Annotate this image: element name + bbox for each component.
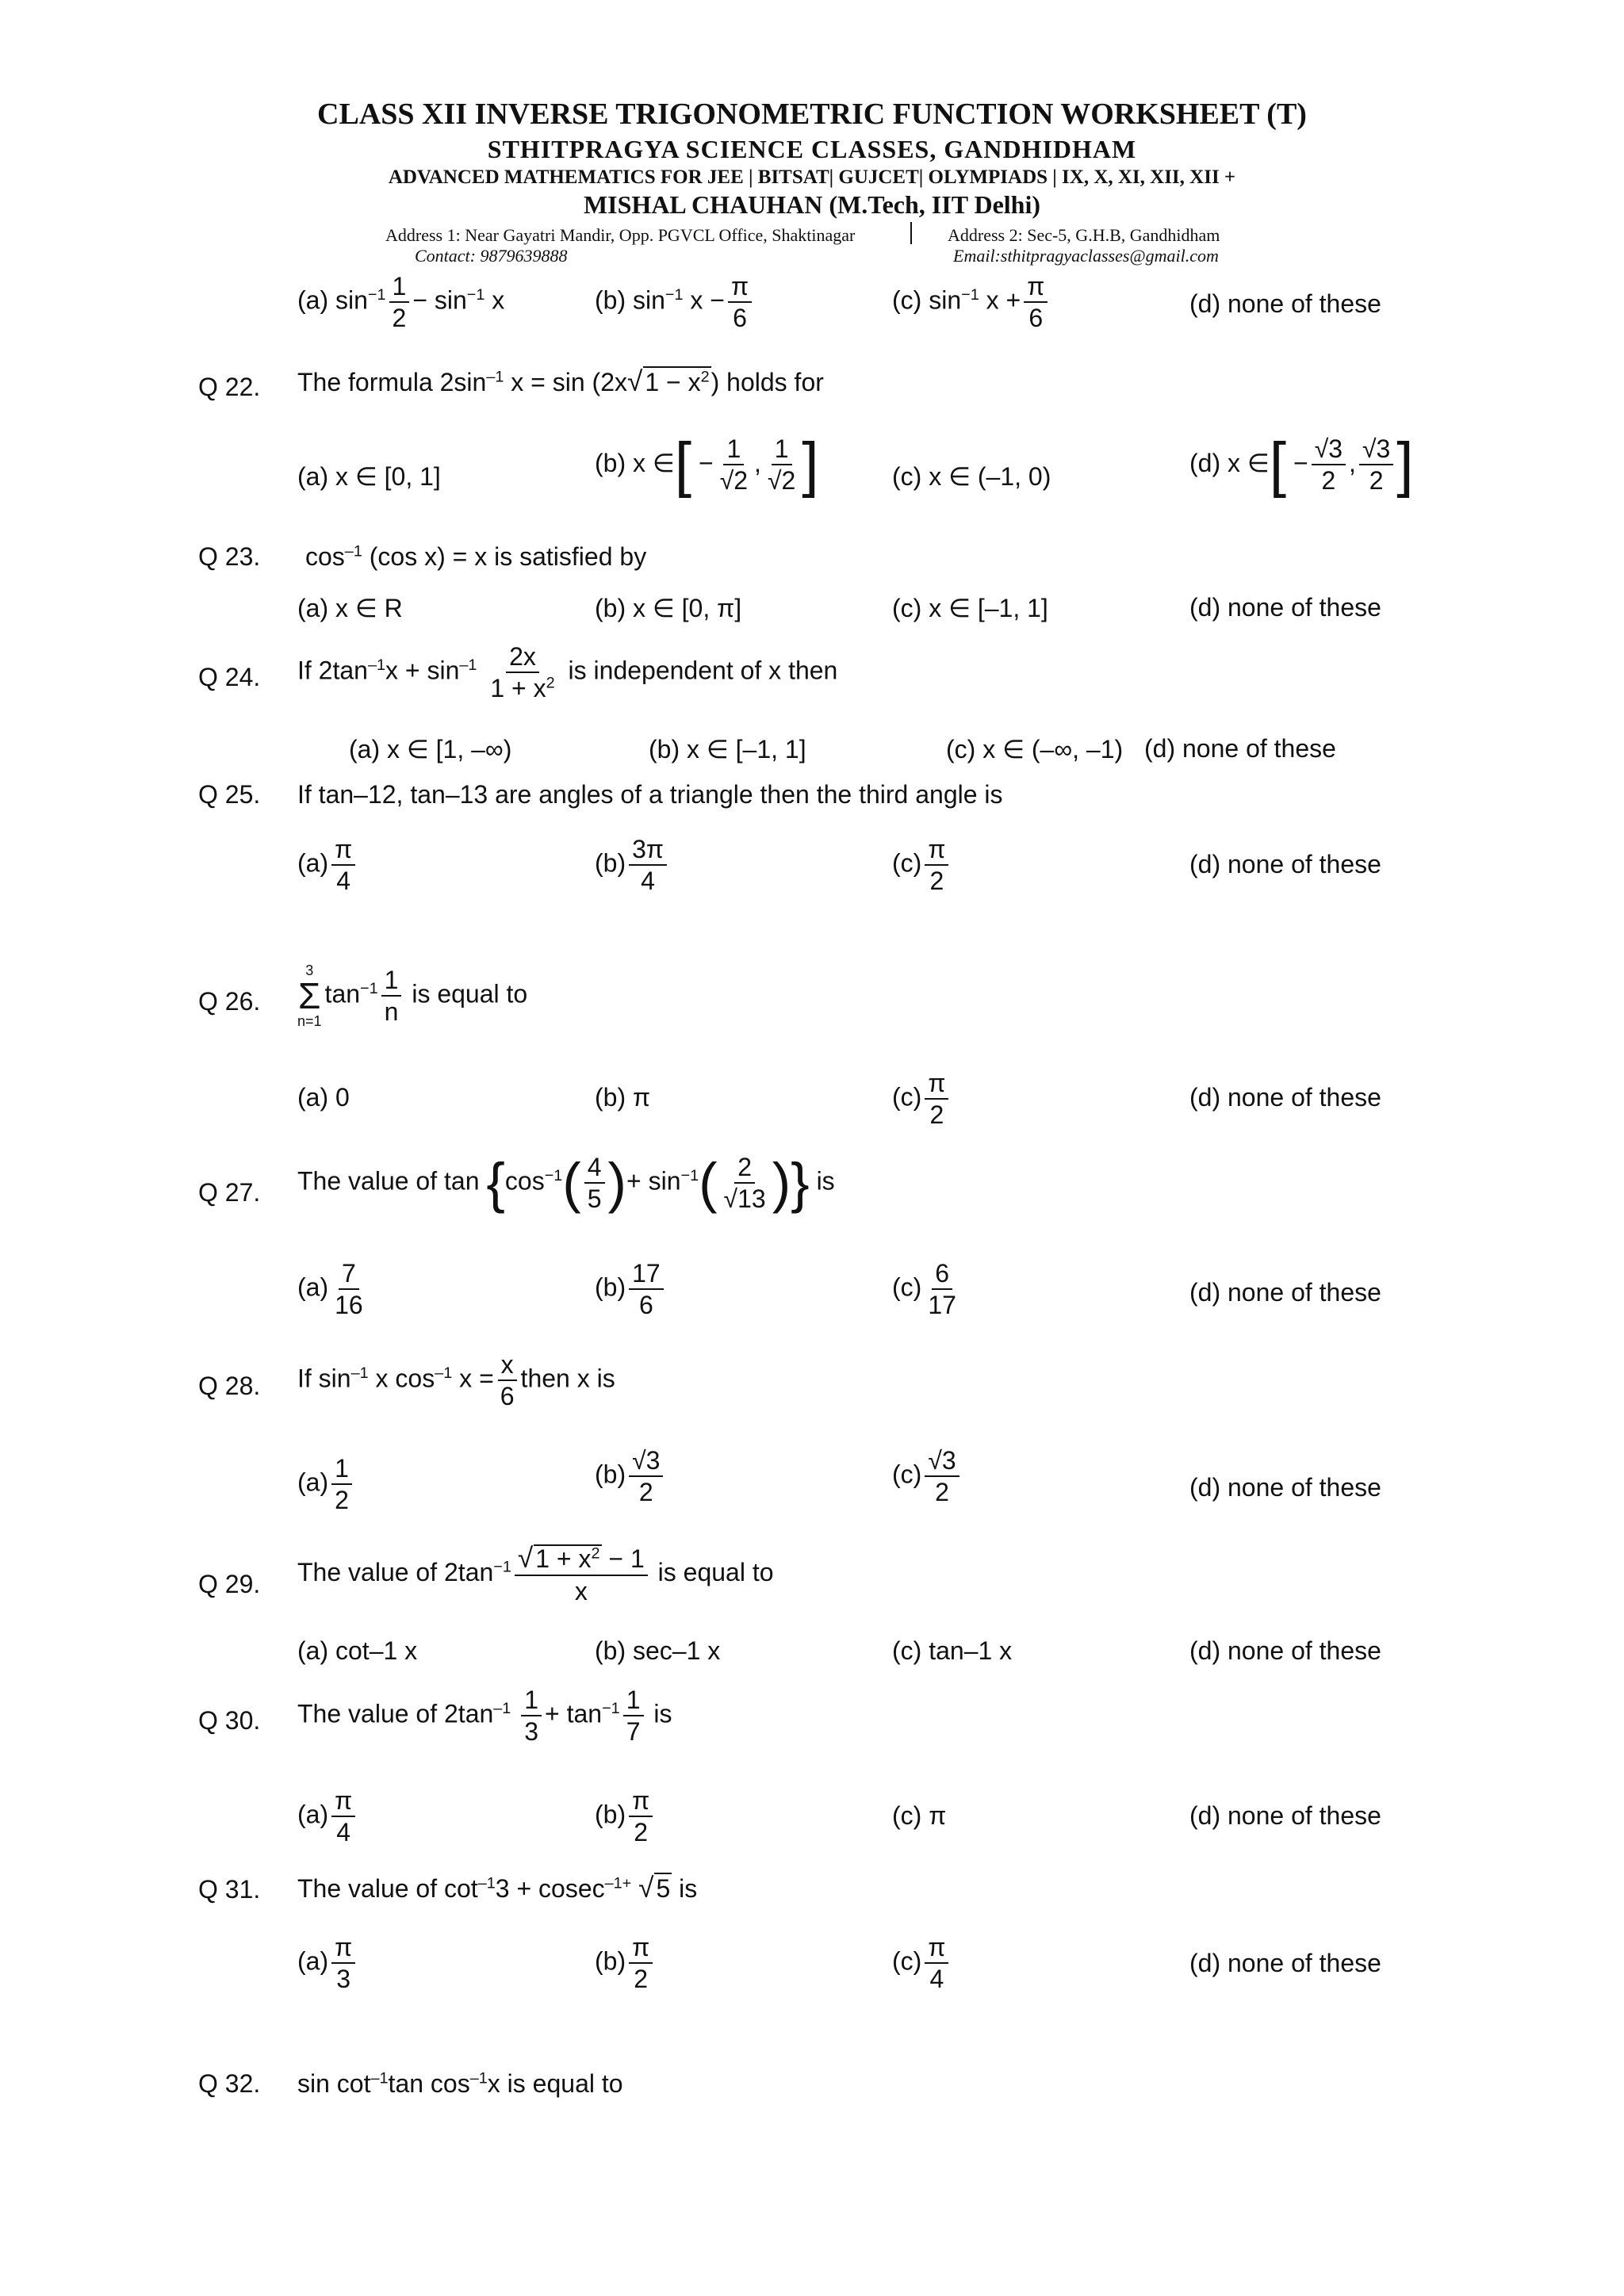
q25-option-b: (b) $\frac{3\pi}{4}$ <box>595 836 670 894</box>
q24-option-c: (c) x ∈ (–∞, –1) <box>946 735 1124 763</box>
worksheet-title: CLASS XII INVERSE TRIGONOMETRIC FUNCTION WORKSHEET (T) <box>317 98 1307 131</box>
q26-number: Q 26. <box>198 987 261 1016</box>
q24-text: If $2\tan^{-1}x + \sin^{-1}$ $\frac{2x}{1 + x^2}$ is independent of x then <box>297 642 838 702</box>
q21-option-a: (a) $\sin^{-1}$ $\frac{1}{2}$ − $\sin^{-1} x$ <box>297 272 505 332</box>
q22-text: The formula $2\sin^{-1}$ $x = \sin (2x√1 - x^2)$ holds for <box>297 366 824 397</box>
address-divider <box>910 222 912 244</box>
q25-number: Q 25. <box>198 780 261 809</box>
q28-number: Q 28. <box>198 1372 261 1400</box>
q22-option-d: (d) x ∈[ − $\frac{√3}{2}$ , $\frac{√3}{2}$ ] <box>1189 430 1414 499</box>
q29-option-a: (a) cot–1 x <box>297 1636 418 1665</box>
q23-text: $\cos^{-1} (\cos$ x) = x is satisfied by <box>305 542 647 571</box>
q29-number: Q 29. <box>198 1570 261 1598</box>
q25-option-c: (c) $\frac{\pi}{2}$ <box>892 836 952 894</box>
q24-option-b: (b) x ∈ [–1, 1] <box>649 735 806 763</box>
q29-option-d: (d) none of these <box>1189 1636 1381 1665</box>
q24-number: Q 24. <box>198 663 261 691</box>
q26-option-a: (a) 0 <box>297 1083 350 1112</box>
q31-option-d: (d) none of these <box>1189 1949 1381 1977</box>
q26-option-d: (d) none of these <box>1189 1083 1381 1112</box>
email: Email:sthitpragyaclasses@gmail.com <box>953 246 1219 266</box>
q29-text: The value of $2\tan^{-1}$ $\frac{√1 + x^2 - 1}{x}$ is equal to <box>297 1543 774 1606</box>
q32-text: $\sin \cot^{-1}\tan$ $\cos^{-1}x$ is equal to <box>297 2069 623 2098</box>
q30-option-c: (c) π <box>892 1801 947 1830</box>
q27-option-b: (b) $\frac{17}{6}$ <box>595 1261 667 1318</box>
q21-option-b: (b) $\sin^{-1} x$ − $\frac{\pi}{6}$ <box>595 274 755 331</box>
q30-option-d: (d) none of these <box>1189 1801 1381 1830</box>
q22-option-b: (b) x ∈[ − $\frac{1}{√2}$ , $\frac{1}{√2}$ ] <box>595 430 819 499</box>
q29-option-c: (c) tan–1 x <box>892 1636 1013 1665</box>
q31-option-c: (c) $\frac{\pi}{4}$ <box>892 1934 952 1992</box>
q23-option-c: (c) x ∈ [–1, 1] <box>892 594 1048 622</box>
address-1: Address 1: Near Gayatri Mandir, Opp. PGVCL Office, Shaktinagar <box>385 225 856 245</box>
q28-option-a: (a) $\frac{1}{2}$ <box>297 1456 355 1513</box>
q30-option-b: (b) $\frac{\pi}{2}$ <box>595 1788 656 1845</box>
q28-text: If $\sin^{-1} x$ $\cos^{-1} x$ = $\frac{x}{6}$ then x is <box>297 1350 615 1410</box>
q27-option-c: (c) $\frac{6}{17}$ <box>892 1259 956 1319</box>
institute-name: STHITPRAGYA SCIENCE CLASSES, GANDHIDHAM <box>487 135 1137 163</box>
q22-option-a: (a) x ∈ [0, 1] <box>297 462 441 491</box>
q27-number: Q 27. <box>198 1178 261 1207</box>
contact: Contact: 9879639888 <box>415 246 568 266</box>
q26-option-c: (c) $\frac{\pi}{2}$ <box>892 1070 952 1127</box>
q30-number: Q 30. <box>198 1706 261 1735</box>
q27-option-a: (a) $\frac{7}{16}$ <box>297 1259 363 1319</box>
q25-option-d: (d) none of these <box>1189 850 1381 878</box>
q31-text: The value of $\cot^{-1}3 + cosec^{-1+}$ √5 is <box>297 1873 698 1904</box>
address-2: Address 2: Sec-5, G.H.B, Gandhidham <box>948 225 1220 245</box>
q24-option-d: (d) none of these <box>1144 734 1336 763</box>
q25-text: If tan–12, tan–13 are angles of a triangle then the third angle is <box>297 780 1003 809</box>
q27-text: The value of $\tan \{\cos^{-1}$( $\frac{4}{5}$ )+ $\sin^{-1}$( $\frac{2}{√13}$ )} is <box>297 1150 835 1214</box>
q21-option-c: (c) $\sin^{-1} x$ + $\frac{\pi}{6}$ <box>892 274 1051 331</box>
q31-option-b: (b) $\frac{\pi}{2}$ <box>595 1934 656 1992</box>
q32-number: Q 32. <box>198 2069 261 2098</box>
q31-number: Q 31. <box>198 1875 261 1904</box>
q30-option-a: (a) $\frac{\pi}{4}$ <box>297 1788 358 1845</box>
q23-option-b: (b) x ∈ [0, π] <box>595 594 742 622</box>
q28-option-c: (c) $\frac{√3}{2}$ <box>892 1448 963 1505</box>
q31-option-a: (a) $\frac{\pi}{3}$ <box>297 1934 358 1992</box>
q26-text: 3 Σ n=1 $\tan^{-1}$ $\frac{1}{n}$ is equal to <box>297 962 528 1029</box>
q23-number: Q 23. <box>198 542 261 571</box>
q24-option-a: (a) x ∈ [1, –∞) <box>349 735 512 763</box>
q23-option-d: (d) none of these <box>1189 593 1381 622</box>
teacher-name: MISHAL CHAUHAN (M.Tech, IIT Delhi) <box>583 190 1041 219</box>
q22-number: Q 22. <box>198 373 261 401</box>
q22-option-c: (c) x ∈ (–1, 0) <box>892 462 1051 491</box>
q21-option-d: (d) none of these <box>1189 289 1381 318</box>
q27-option-d: (d) none of these <box>1189 1278 1381 1307</box>
q25-option-a: (a) $\frac{\pi}{4}$ <box>297 836 358 894</box>
q28-option-b: (b) $\frac{√3}{2}$ <box>595 1448 666 1505</box>
q26-option-b: (b) π <box>595 1083 651 1112</box>
q30-text: The value of $2\tan^{-1}$ $\frac{1}{3}$ + $\tan^{-1}$ $\frac{1}{7}$ is <box>297 1686 672 1746</box>
q23-option-a: (a) x ∈ R <box>297 594 403 622</box>
tagline: ADVANCED MATHEMATICS FOR JEE | BITSAT| GUJCET| OLYMPIADS | IX, X, XI, XII, XII + <box>388 166 1236 188</box>
q28-option-d: (d) none of these <box>1189 1473 1381 1502</box>
q29-option-b: (b) sec–1 x <box>595 1636 721 1665</box>
